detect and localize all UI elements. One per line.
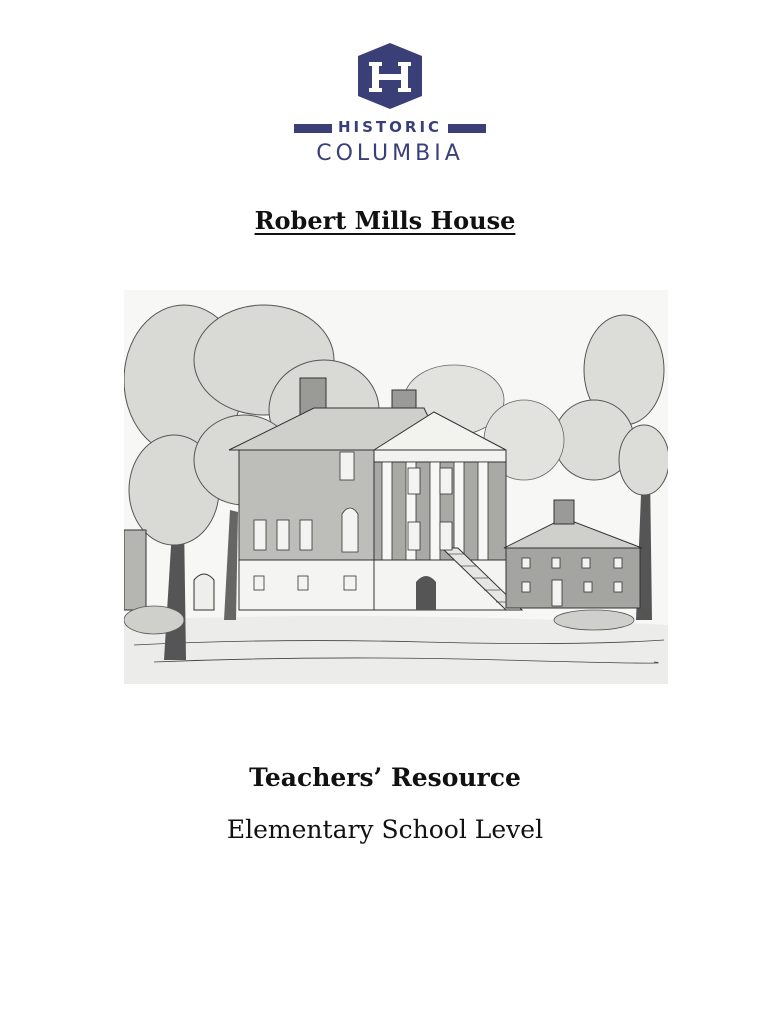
- logo-monogram-icon: [290, 40, 490, 118]
- house-drawing-image: [124, 290, 668, 684]
- document-level: Elementary School Level: [226, 815, 544, 844]
- logo-word-historic: HISTORIC: [337, 118, 443, 136]
- document-title: Robert Mills House: [254, 206, 516, 235]
- house-drawing-icon: [124, 290, 668, 684]
- logo-word-columbia: COLUMBIA: [316, 141, 464, 166]
- historic-columbia-logo: [290, 40, 490, 170]
- document-subtitle: Teachers’ Resource: [249, 763, 521, 792]
- logo-bar-right: [448, 124, 486, 133]
